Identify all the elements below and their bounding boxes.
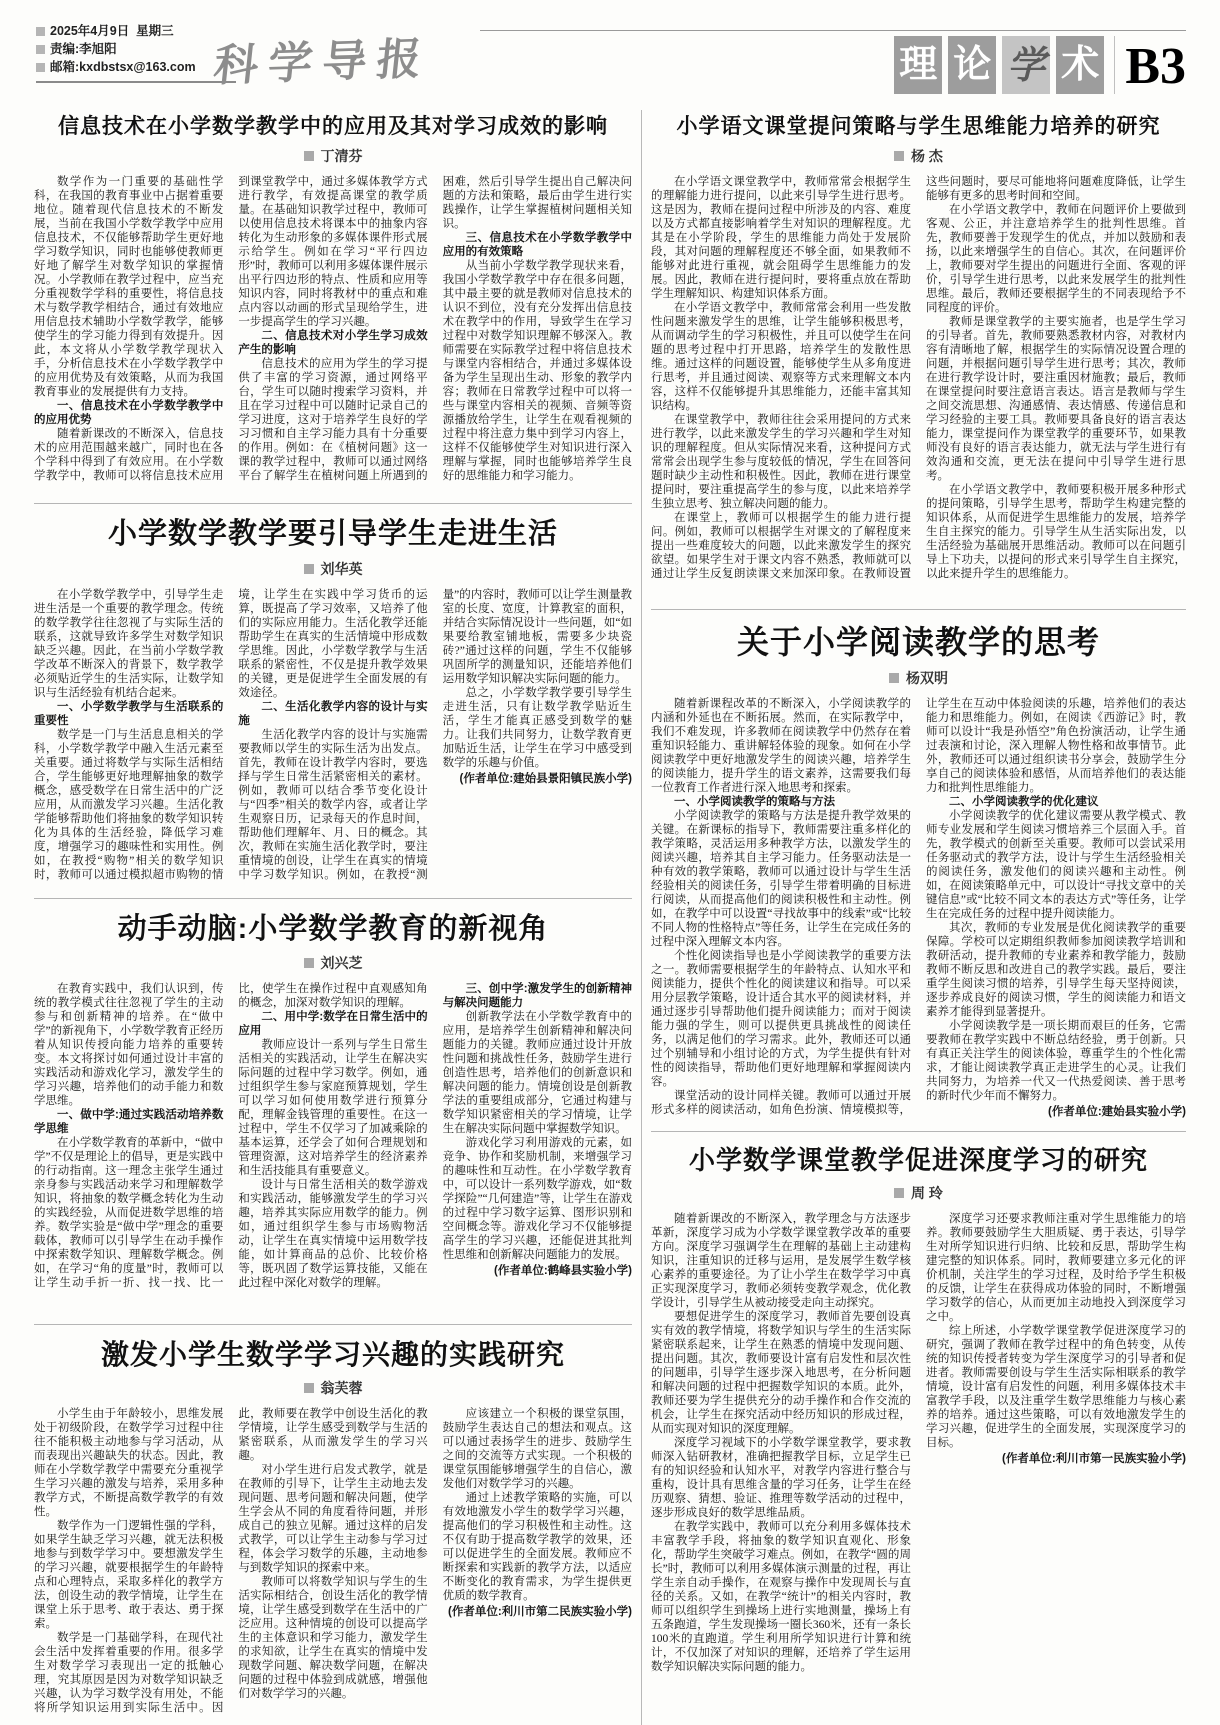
- author-marker-icon: [889, 673, 899, 683]
- article-paragraph: 个性化阅读指导也是小学阅读教学的重要方法之一。教师需要根据学生的年龄特点、认知水平和阅读能力，提供个性化的阅读建议和指导。可以采用分层教学策略，设计适合其水平的阅读材料，并通过逐步引导帮助他们提升阅读能力；而对于阅读能力强的学生，则可以提供更具挑战性的阅读任务，以满足他们的学习需求。此外，教师还可以通过个别辅导和小组讨论的方式，为学生提供有针对性的阅读指导，帮助他们更好地理解和掌握阅读内容。: [651, 950, 911, 1089]
- newspaper-logo: 科学导报: [211, 33, 434, 92]
- article-paragraph: 深度学习还要求教师注重对学生思维能力的培养。教师要鼓励学生大胆质疑、勇于表达，引导学生对所学知识进行归纳、比较和反思，帮助学生构建完整的知识体系。同时，教师要建立多元化的评价机制，关注学生的学习过程，及时给予学生积极的反馈，让学生在获得成功体验的同时，不断增强学习数学的信心，从而更加主动地投入到深度学习之中。: [926, 1212, 1186, 1323]
- article-paragraph: 教师可以将数学知识与学生的生活实际相结合，创设生活化的教学情境，让学生感受到数学在生活中的广泛应用。这种情境的创设可以提高学生的主体意识和学习能力，激发学生的求知欲，让学生在真实的情境中发现数学问题、解决数学问题，在解决问题的过程中体验到成就感，增强他们对数学学习的兴趣。: [238, 1575, 428, 1700]
- article-author-line: [34, 1378, 632, 1398]
- article-byline: (作者单位:鹤峰县实验小学): [493, 1264, 632, 1277]
- section-char-box: 学: [1002, 36, 1050, 94]
- article-separator: [651, 609, 1186, 610]
- page-content: [0, 96, 1220, 1725]
- author-marker-icon: [304, 151, 314, 161]
- article-title: 激发小学生数学学习兴趣的实践研究: [100, 1338, 565, 1370]
- article-author-line: [34, 559, 632, 579]
- article-author-line: [34, 953, 632, 973]
- article-separator: [651, 1131, 1186, 1132]
- article-paragraph: 随着新课程改革的不断深入，小学阅读教学的内涵和外延也在不断拓展。然而，在实际教学中，我们不难发现，许多教师在阅读教学中仍然存在着重知识轻能力、重讲解轻体验的现象。如何在小学阅读教学中更好地激发学生的阅读兴趣，培养学生的阅读能力，提升学生的语文素养，这需要我们每一位教育工作者进行深入地思考和探索。: [651, 698, 911, 795]
- article-byline: (作者单位:利川市第一民族实验小学): [1002, 1452, 1186, 1465]
- article: [651, 622, 1186, 1121]
- article-title: 动手动脑:小学数学教育的新视角: [117, 912, 549, 945]
- article-paragraph: 在小学语文课堂教学中，教师常常会根据学生的理解能力进行提问，以此来引导学生进行思考。这是因为，教师在提问过程中所涉及的内容、难度以及方式都直接影响着学生对知识的理解程度。尤其是在小学阶段，学生的思维能力尚处于发展阶段，其对问题的理解程度还不够全面，如果教师不能够对此进行重视，就会阻碍学生思维能力的发展。因此，教师在进行提问时，要将重点放在帮助学生理解知识、构建知识体系方面。: [651, 176, 911, 301]
- article-separator: [34, 503, 632, 504]
- article-body-columns: [34, 1407, 632, 1723]
- masthead-email-line: [36, 58, 236, 76]
- article-subhead: 二、用中学:数学在日常生活中的应用: [238, 1010, 428, 1037]
- left-column-zone: [34, 110, 632, 1725]
- article-byline: (作者单位:建始县实验小学): [1048, 1106, 1186, 1119]
- article-paragraph: 小学生由于年龄较小，思维发展处于初级阶段，在数学学习过程中往往不能积极主动地参与学习活动，从而表现出兴趣缺失的状态。因此，教师在小学数学教学中需要充分重视学生学习兴趣的激发与培养，采用多种教学方式，不断提高数学教学的有效性。: [34, 1407, 224, 1518]
- article-author: 杨 杰: [911, 148, 943, 165]
- article-title: 关于小学阅读教学的思考: [736, 624, 1100, 661]
- article-author-line: [651, 1183, 1186, 1203]
- article-paragraph: 其次，教师的专业发展是优化阅读教学的重要保障。学校可以定期组织教师参加阅读教学培训和教研活动，提升教师的专业素养和教学能力，鼓励教师不断反思和改进自己的教学实践。最后，要注重学生阅读习惯的培养，引导学生每天坚持阅读，逐步养成良好的阅读习惯，学生的阅读能力和语文素养才能得到显著提升。: [926, 922, 1186, 1019]
- article-author: 丁清芬: [320, 148, 363, 165]
- article-separator: [34, 1324, 632, 1325]
- section-char-box: 理: [894, 36, 942, 94]
- article-body-columns: [651, 1212, 1186, 1682]
- section-banner: [888, 36, 1186, 94]
- article-paragraph: 数学作为一门逻辑性强的学科，如果学生缺乏学习兴趣，就无法积极地参与到数学学习中。要想激发学生的学习兴趣，就要根据学生的年龄特点和心理特点，采取多样化的教学方法，创设生动的教学情境，让学生在课堂上乐于思考、敢于表达、勇于探索。: [34, 1519, 224, 1630]
- article-title: 小学数学课堂教学促进深度学习的研究: [688, 1145, 1148, 1176]
- masthead-date-line: [36, 22, 236, 40]
- article-byline: (作者单位:利川市第二民族实验小学): [447, 1605, 632, 1618]
- article-paragraph: 在小学数学教学中，引导学生走进生活是一个重要的教学理念。传统的数学教学往往忽视了与实际生活的联系，这就导致许多学生对数学知识缺乏兴趣。因此，在当前小学数学教学改革不断深入的背景下，数学教学必须贴近学生的生活实际，让数学知识与生活经验有机结合起来。: [34, 588, 224, 699]
- article-paragraph: 要想促进学生的深度学习，教师首先要创设真实有效的教学情境，将数学知识与学生的生活实际紧密联系起来，让学生在熟悉的情境中发现问题、提出问题。其次，教师要设计富有启发性和层次性的问题串，引导学生逐步深入地思考，在分析问题和解决问题的过程中把握数学知识的本质。此外，教师还要为学生提供充分的动手操作和合作交流的机会，让学生在探究活动中经历知识的形成过程，从而实现对知识的深度理解。: [651, 1310, 911, 1435]
- article-paragraph: 对小学生进行启发式教学，就是在教师的引导下，让学生主动地去发现问题、思考问题和解决问题，使学生学会从不同的角度看待问题，并形成自己的独立见解。通过这样的启发式教学，可以让学生主动参与学习过程，体会学习数学的乐趣，主动地参与到数学知识的探索中来。: [238, 1463, 428, 1574]
- article-paragraph: 在小学语文教学中，教师常常会利用一些发散性问题来激发学生的思维，让学生能够积极思考，从而调动学生的学习积极性，并且可以使学生在问题的思考过程中打开思路，培养学生的发散性思维。通过这样的问题设置，能够使学生从多角度进行思考，并且通过阅读、观察等方式来理解文本内容，这样不仅能够提升其思维能力，还能丰富其知识结构。: [651, 302, 911, 413]
- article-paragraph: 数学是一门与生活息息相关的学科，小学数学教学中融入生活元素至关重要。通过将数学与实际生活相结合，学生能够更好地理解抽象的数学概念，感受数学在日常生活中的广泛应用，从而激发学习兴趣。生活化教学能够帮助他们将抽象的数学知识转化为具体的生活经验，降低学习难度，增强学习的趣味性和实用性。例如，在教授“购物”相关的数学知识时，教师可以通过模拟超市购物的情境，让学生在实践中学习货币的运算，既提高了学习效率，又培养了他们的实际应用能力。生活化教学还能帮助学生在真实的生活情境中形成数学思维。因此，小学数学教学与生活联系的紧密性，不仅是提升教学效果的关键，更是促进学生全面发展的有效途径。: [34, 588, 428, 881]
- masthead-email: 邮箱:kxdbstsx@163.com: [50, 60, 196, 74]
- article-paragraph: 随着新课改的不断深入，信息技术的应用范围越来越广，同时也在各个学科中得到了有效应用。在小学数学教学中，教师可以将信息技术应用到课堂教学中，通过多媒体教学方式进行教学，有效提高课堂的教学质量。在基础知识教学过程中，教师可以使用信息技术将课本中的抽象内容转化为生动形象的多媒体课件形式展示给学生。例如在学习“平行四边形”时，教师可以利用多媒体课件展示出平行四边形的特点、性质和应用等知识内容，同时将教材中的重点和难点内容以动画的形式呈现给学生，进一步提高学生的学习兴趣。: [34, 176, 428, 483]
- article-paragraph: 在课堂上，教师可以根据学生的能力进行提问。例如，教师可以根据学生对课文的了解程度来提出一些难度较大的问题，以此来激发学生的探究欲望。如果学生对于课文内容不熟悉，教师就可以通过让学生反复朗读课文来加深印象。在教师设置这些问题时，要尽可能地将问题难度降低，让学生能够有更多的思考时间和空间。: [651, 176, 1186, 581]
- article-subhead: 一、信息技术在小学数学教学中的应用优势: [34, 400, 224, 427]
- masthead-weekday: 星期三: [136, 24, 174, 38]
- masthead-date: 2025年4月9日: [50, 24, 130, 38]
- article-subhead: 三、创中学:激发学生的创新精神与解决问题能力: [442, 982, 632, 1009]
- article-author: 周 玲: [911, 1184, 943, 1201]
- article-author-line: [651, 668, 1186, 688]
- section-char-box: 术: [1056, 36, 1104, 94]
- masthead-editor-line: [36, 40, 236, 58]
- article-subhead: 一、小学数学教学与生活联系的重要性: [34, 700, 224, 727]
- article-paragraph: 在教学实践中，教师可以充分利用多媒体技术丰富教学手段，将抽象的数学知识直观化、形象化，帮助学生突破学习难点。例如，在教学“圆的周长”时，教师可以利用多媒体演示测量的过程，再让学生亲自动手操作，在观察与操作中发现周长与直径的关系。又如，在教学“统计”的相关内容时，教师可以组织学生到操场上进行实地测量，操场上有五条跑道，学生发现操场一圈长360米，还有一条长100米的直跑道。学生利用所学知识进行计算和统计，不仅加深了对知识的理解，还培养了学生运用数学知识解决实际问题的能力。: [651, 1520, 911, 1673]
- author-marker-icon: [894, 151, 904, 161]
- article-author: 刘华英: [320, 560, 363, 577]
- article-paragraph: 在教育实践中，我们认识到，传统的教学模式往往忽视了学生的主动参与和创新精神的培养。在“做中学”的新视角下，小学数学教育正经历着从知识传授向能力培养的重要转变。本文将探讨如何通过设计丰富的实践活动和游戏化学习，激发学生的学习兴趣，培养他们的动手能力和数学思维。: [34, 982, 224, 1107]
- article-paragraph: 通过上述教学策略的实施，可以有效地激发小学生的数学学习兴趣，提高他们的学习积极性和主动性。这不仅有助于提高数学教学的效果，还可以促进学生的全面发展。教师应不断探索和实践新的教学方法，以适应不断变化的教育需求，为学生提供更优质的数学教育。: [442, 1491, 632, 1602]
- author-marker-icon: [304, 958, 314, 968]
- article-paragraph: 深度学习视域下的小学数学课堂教学，要求教师深入钻研教材，准确把握教学目标，立足学生已有的知识经验和认知水平，对教学内容进行整合与重构，设计具有思维含量的学习任务，让学生在经历观察、猜想、验证、推理等数学活动的过程中，逐步形成良好的数学思维品质。: [651, 1436, 911, 1519]
- article-subhead: 二、小学阅读教学的优化建议: [949, 796, 1099, 809]
- article-paragraph: 随着新课改的不断深入，教学理念与方法逐步革新，深度学习成为小学数学课堂教学改革的重要方向。深度学习强调学生在理解的基础上主动建构知识，注重知识的迁移与运用，是发展学生数学核心素养的重要途径。为了让小学生在数学学习中真正实现深度学习，教师必须转变教学观念，优化教学设计，引导学生从被动接受走向主动探究。: [651, 1212, 911, 1309]
- article: [34, 516, 632, 887]
- article-body-columns: [651, 697, 1186, 1121]
- article-author-line: [34, 146, 632, 166]
- article-body-columns: [651, 175, 1186, 599]
- article-paragraph: 应该建立一个积极的课堂氛围，鼓励学生表达自己的想法和观点。这可以通过表扬学生的进步、鼓励学生之间的交流等方式实现。一个积极的课堂氛围能够增强学生的自信心，激发他们对数学学习的兴趣。: [442, 1407, 632, 1490]
- article-body-columns: [34, 982, 632, 1314]
- section-divider: [1114, 36, 1115, 94]
- article-paragraph: 小学阅读教学的优化建议需要从教学模式、教师专业发展和学生阅读习惯培养三个层面入手。首先，教学模式的创新至关重要。教师可以尝试采用任务驱动式的教学方法，设计与学生生活经验相关的阅读任务，激发他们的阅读兴趣和主动性。例如，在阅读策略单元中，可以设计“寻找文章中的关键信息”或“比较不同文本的表达方式”等任务，让学生在完成任务的过程中提升阅读能力。: [926, 810, 1186, 921]
- article-paragraph: 在小学数学教育的革新中，“做中学”不仅是理论上的倡导，更是实践中的行动指南。这一理念主张学生通过亲身参与实践活动来学习和理解数学知识，将抽象的数学概念转化为生动的实践经验，从而促进数学思维的培养。数学实验是“做中学”理念的重要载体，教师可以引导学生在动手操作中探索数学知识、理解数学概念。例如，在学习“角的度量”时，教师可以让学生动手折一折、找一找、比一比，使学生在操作过程中直观感知角的概念，加深对数学知识的理解。: [34, 982, 428, 1289]
- square-bullet-icon: [36, 27, 45, 36]
- article: [34, 114, 632, 493]
- article-subhead: 二、信息技术对小学生学习成效产生的影响: [238, 330, 428, 357]
- article-subhead: 三、信息技术在小学数学教学中应用的有效策略: [442, 232, 632, 259]
- article-paragraph: 总之，小学数学教学要引导学生走进生活，只有让数学教学贴近生活，学生才能真正感受到数学的魅力。让我们共同努力，让数学教育更加贴近生活，让学生在学习中感受到数学的乐趣与价值。: [442, 686, 632, 769]
- article-paragraph: 教师是课堂教学的主要实施者，也是学生学习的引导者。首先，教师要熟悉教材内容，对教材内容有清晰地了解，根据学生的实际情况设置合理的问题，并根据问题引导学生进行思考；其次，教师在进行教学设计时，要注重因材施教；最后，教师在课堂提问时要注意语言表达。语言是教师与学生之间交流思想、沟通感情、表达情感、传递信息和学习经验的主要工具。教师要具备良好的语言表达能力，课堂提问作为课堂教学的重要环节，如果教师没有良好的语言表达能力，就无法与学生进行有效沟通和交流，更无法在提问中引导学生进行思考。: [926, 316, 1186, 483]
- article-paragraph: 在小学语文教学中，教师在问题评价上要做到客观、公正，并注意培养学生的批判性思维。首先，教师要善于发现学生的优点，并加以鼓励和表扬，以此来增强学生的自信心。其次，在问题评价上，教师要对学生提出的问题进行全面、客观的评价，引导学生进行思考，以此来发展学生的批判性思维。最后，教师还要根据学生的不同表现给予不同程度的评价。: [926, 204, 1186, 315]
- masthead-rule: [480, 30, 1186, 31]
- article-paragraph: 在课堂教学中，教师往往会采用提问的方式来进行教学，以此来激发学生的学习兴趣和学生对知识的理解程度。但从实际情况来看，这种提问方式常常会出现学生参与度较低的情况，学生在回答问题时缺少主动性和积极性。因此，教师在进行课堂提问时，要注重提高学生的参与度，以此来培养学生独立思考、独立解决问题的能力。: [651, 414, 911, 511]
- article-paragraph: 数学是一门基础学科，在现代社会生活中发挥着重要的作用。很多学生对数学学习表现出一定的抵触心理，究其原因是因为对数学知识缺乏兴趣，认为学习数学没有用处，不能将所学知识运用到实际生活中。因此，教师要在教学中创设生活化的教学情境，让学生感受到数学与生活的紧密联系，从而激发学生的学习兴趣。: [34, 1407, 428, 1714]
- masthead: [0, 0, 1220, 96]
- article-author: 杨双明: [906, 670, 948, 687]
- article-paragraph: 创新教学法在小学数学教育中的应用，是培养学生创新精神和解决问题能力的关键。教师应通过设计开放性问题和挑战性任务，鼓励学生进行创造性思考，培养他们的创新意识和解决问题的能力。情境创设是创新教学法的重要组成部分，它通过构建与数学知识紧密相关的学习情境，让学生在解决实际问题中掌握数学知识。: [442, 1010, 632, 1135]
- article-subhead: 一、小学阅读教学的策略与方法: [674, 796, 835, 809]
- masthead-editor: 责编:李旭阳: [50, 42, 117, 56]
- article: [34, 911, 632, 1314]
- article: [34, 1337, 632, 1723]
- article-author: 翁芙蓉: [320, 1379, 363, 1396]
- article-title: 信息技术在小学数学教学中的应用及其对学习成效的影响: [58, 115, 608, 138]
- article-subhead: 一、做中学:通过实践活动培养数学思维: [34, 1108, 224, 1135]
- article-subhead: 二、生活化教学内容的设计与实施: [238, 700, 428, 727]
- article-paragraph: 课堂活动的设计同样关键。教师可以通过开展形式多样的阅读活动，如角色扮演、情境模拟等，让学生在互动中体验阅读的乐趣，培养他们的表达能力和思维能力。例如，在阅读《西游记》时，教师可以设计“我是孙悟空”角色扮演活动，让学生通过表演和讨论，深入理解人物性格和故事情节。此外，教师还可以通过组织读书分享会，鼓励学生分享自己的阅读体验和感悟，从而培养他们的表达能力和批判性思维能力。: [651, 698, 1186, 1117]
- square-bullet-icon: [36, 63, 45, 72]
- author-marker-icon: [894, 1188, 904, 1198]
- article-paragraph: 小学阅读教学是一项长期而艰巨的任务，它需要教师在教学实践中不断总结经验，勇于创新。只有真正关注学生的阅读体验，尊重学生的个性化需求，才能让阅读教学真正走进学生的心灵。让我们共同努力，为培养一代又一代热爱阅读、善于思考的新时代少年而不懈努力。: [926, 1020, 1186, 1103]
- author-marker-icon: [304, 1383, 314, 1393]
- article-paragraph: 综上所述，小学数学课堂教学促进深度学习的研究，强调了教师在教学过程中的角色转变，从传统的知识传授者转变为学生深度学习的引导者和促进者。教师需要创设与学生生活实际相联系的教学情境，设计富有启发性的问题，利用多媒体技术丰富教学手段，以及注重学生数学思维能力与核心素养的培养。通过这些策略，可以有效地激发学生的学习兴趣，促进学生的全面发展，实现深度学习的目标。: [926, 1324, 1186, 1449]
- article-paragraph: 游戏化学习利用游戏的元素，如竞争、协作和奖励机制，来增强学习的趣味性和互动性。在小学数学教育中，可以设计一系列数学游戏，如“数学探险”“几何建造”等，让学生在游戏的过程中学习数字运算、图形识别和空间概念等。游戏化学习不仅能够提高学生的学习兴趣，还能促进其批判性思维和创新解决问题能力的发展。: [442, 1136, 632, 1261]
- zone-divider: [641, 110, 642, 1725]
- masthead-info-block: [36, 22, 236, 83]
- article-title: 小学数学教学要引导学生走进生活: [107, 518, 558, 551]
- article-paragraph: 小学阅读教学的策略与方法是提升教学效果的关键。在新课标的指导下，教师需要注重多样化的教学策略，灵活运用多种教学方法，以激发学生的阅读兴趣，培养其自主学习能力。任务驱动法是一种有效的教学策略，教师可以通过设计与学生生活经验相关的阅读任务，引导学生带着明确的目标进行阅读，从而提高他们的阅读积极性和主动性。例如，在教学中可以设置“寻找故事中的线索”或“比较不同人物的性格特点”等任务，让学生在完成任务的过程中深入理解文本内容。: [651, 810, 911, 949]
- right-column-zone: [651, 110, 1186, 1725]
- article-body-columns: [34, 175, 632, 493]
- article-paragraph: 信息技术的应用为学生的学习提供了丰富的学习资源，通过网络平台，学生可以随时搜索学习资料，并且在学习过程中可以随时记录自己的学习进度，这对于培养学生良好的学习习惯和自主学习能力具有十分重要的作用。例如：在《植树问题》这一课的教学过程中，教师可以通过网络平台了解学生在植树问题上所遇到的困难，然后引导学生提出自己解决问题的方法和策略，最后由学生进行实践操作，让学生掌握植树问题相关知识。: [238, 176, 632, 483]
- article-title: 小学语文课堂提问策略与学生思维能力培养的研究: [676, 115, 1161, 138]
- article-author-line: [651, 146, 1186, 166]
- article: [651, 114, 1186, 599]
- article-paragraph: 生活化教学内容的设计与实施需要教师以学生的实际生活为出发点。首先，教师在设计教学内容时，要选择与学生日常生活紧密相关的素材。例如，教师可以结合季节变化设计与“四季”相关的数学内容，或者让学生观察日历，记录每天的作息时间，帮助他们理解年、月、日的概念。其次，教师在实施生活化教学时，要注重情境的创设，让学生在真实的情境中学习数学知识。例如，在教授“测量”的内容时，教师可以让学生测量教室的长度、宽度，计算教室的面积，并结合实际情况设计一些问题，如“如果要给教室铺地板，需要多少块瓷砖?”通过这样的问题，学生不仅能够巩固所学的测量知识，还能培养他们运用数学知识解决实际问题的能力。: [238, 588, 632, 881]
- article-paragraph: 设计与日常生活相关的数学游戏和实践活动，能够激发学生的学习兴趣，培养其实际应用数学的能力。例如，通过组织学生参与市场购物活动，让学生在真实情境中运用数学技能，如计算商品的总价、比较价格等，既巩固了数学运算技能，又能在此过程中深化对数学的理解。: [238, 1178, 428, 1289]
- article-byline: (作者单位:建始县景阳镇民族小学): [459, 772, 632, 785]
- article-author: 刘兴芝: [320, 954, 363, 971]
- author-marker-icon: [304, 564, 314, 574]
- article-paragraph: 数学作为一门重要的基础性学科，在我国的教育事业中占据着重要地位。随着现代信息技术的不断发展，当前在我国小学数学教学中应用信息技术，不仅能够帮助学生更好地学习数学知识，同时也能够使教师更好地了解学生对数学知识的掌握情况。小学教师在教学过程中，应当充分重视数学学科的重要性，将信息技术与数学教学相结合，通过有效地应用信息技术辅助小学数学教学，能够使学生的学习能力得到有效提升。因此，本文将从小学数学教学现状入手，分析信息技术在小学数学教学中的应用优势及有效策略，从而为我国教育事业的发展提供有力支持。: [34, 176, 224, 399]
- square-bullet-icon: [36, 45, 45, 54]
- article-separator: [34, 898, 632, 899]
- article-paragraph: 在小学语文教学中，教师要积极开展多种形式的提问策略，引导学生思考，帮助学生构建完整的知识体系，从而促进学生思维能力的发展，培养学生自主探究的能力。引导学生从生活实际出发，以生活经验为基础展开思维活动。教师可以在问题引导上下功夫，以提问的形式来引导学生自主探究，以此来提升学生的思维能力。: [926, 484, 1186, 581]
- article-paragraph: 从当前小学数学教学现状来看，我国小学数学教学中存在很多问题，其中最主要的就是教师对信息技术的认识不到位，没有充分发挥出信息技术在教学中的作用，导致学生在学习过程中对数学知识理解不够深入。教师需要在实际教学过程中将信息技术与课堂内容相结合，并通过多媒体设备为学生呈现出生动、形象的教学内容；教师在日常教学过程中可以将一些与课堂内容相关的视频、音频等资源播放给学生，让学生在观看视频的过程中将注意力集中到学习内容上，这样不仅能够使学生对知识进行深入理解与掌握，同时也能够培养学生良好的思维能力和学习能力。: [442, 260, 632, 483]
- article-paragraph: 教师应设计一系列与学生日常生活相关的实践活动，让学生在解决实际问题的过程中学习数学。例如，通过组织学生参与家庭预算规划，学生可以学习如何使用数学进行预算分配，理解金钱管理的重要性。在这一过程中，学生不仅学习了加减乘除的基本运算，还学会了如何合理规划和管理资源，这对培养学生的经济素养和生活技能具有重要意义。: [238, 1038, 428, 1177]
- article-body-columns: [34, 588, 632, 888]
- section-char-box: 论: [948, 36, 996, 94]
- article: [651, 1144, 1186, 1682]
- page-number: B3: [1125, 38, 1186, 95]
